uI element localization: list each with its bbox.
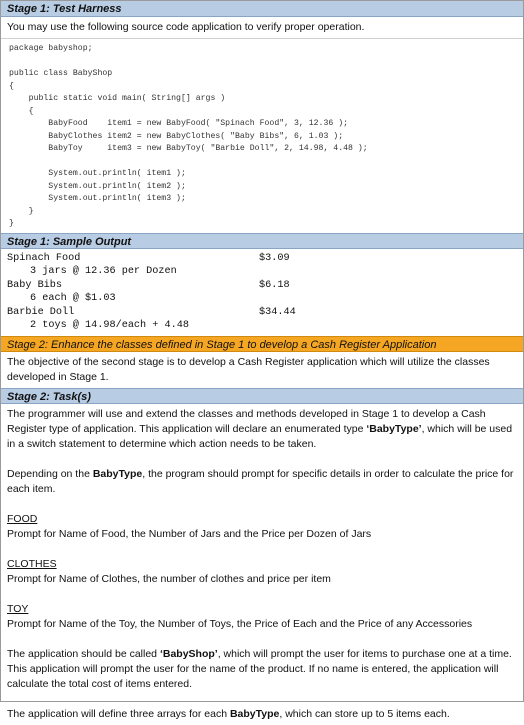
- tasks-paragraph-4: [7, 707, 517, 722]
- babytype-term: BabyType: [229, 708, 280, 721]
- output-item-name: Spinach Food: [7, 252, 81, 264]
- toy-text: Prompt for Name of the Toy, the Number of Toys, the Price of Each and the Price of any Accessories: [7, 618, 473, 631]
- output-item-name-row: [7, 252, 517, 266]
- toy-title: TOY: [7, 603, 29, 616]
- stage1-header: Stage 1: Test Harness: [1, 1, 523, 17]
- text-span: , which will prompt the user for items to purchase one at a time. This application will prompt the user for the name of the product. If no name is entered, the application will calculate the total cost of items entered.: [7, 648, 512, 691]
- output-item-amount: $3.09: [259, 252, 290, 264]
- stage1-intro: [1, 17, 523, 38]
- text-span: Depending on the: [7, 468, 93, 481]
- tasks-paragraph-2: [7, 467, 517, 497]
- source-code: package babyshop; public class BabyShop { public static void main( String[] args ) { BabyFood item1 = new BabyFood( "Spinach Food", 3, 12.36 ); BabyClothes item2 = new BabyClothes( "Baby Bibs", 6, 1.03 ); BabyToy item3 = new BabyToy( "Barbie Doll", 2, 14.98, 4.48 ); System.out.println( item1 ); System.out.println( item2 ); System.out.println( item3 ); } }: [9, 44, 368, 228]
- babyshop-term: ‘BabyShop’: [159, 648, 218, 661]
- babytype-term: ‘BabyType’: [366, 423, 422, 436]
- output-item-detail: 3 jars @ 12.36 per Dozen: [30, 266, 177, 278]
- source-code-block: [1, 38, 523, 233]
- output-item-name-row: [7, 279, 517, 293]
- tasks-paragraph-1: [7, 407, 517, 452]
- sample-output-header: Stage 1: Sample Output: [1, 233, 523, 249]
- food-text: Prompt for Name of Food, the Number of Jars and the Price per Dozen of Jars: [7, 528, 372, 541]
- stage2-tasks-body: [1, 404, 523, 725]
- stage1-intro-text: You may use the following source code application to verify proper operation.: [7, 21, 365, 33]
- output-item-amount: $34.44: [259, 306, 296, 318]
- text-span: The programmer will use and extend the classes and methods developed in Stage 1 to develop a Cash Register type of application. This application will declare an enumerated type: [7, 408, 486, 436]
- tasks-paragraph-3: [7, 647, 517, 692]
- text-span: , which will be used in a switch statement to determine which action needs to be taken.: [7, 423, 513, 451]
- output-item-name: Baby Bibs: [7, 279, 63, 291]
- output-item-amount: $6.18: [259, 279, 290, 291]
- clothes-text: Prompt for Name of Clothes, the number of clothes and price per item: [7, 573, 331, 586]
- food-title: FOOD: [7, 513, 38, 526]
- text-span: , which can store up to 5 items each.: [279, 708, 450, 721]
- stage2-tasks-header: Stage 2: Task(s): [1, 388, 523, 404]
- stage2-objective: [1, 352, 523, 388]
- output-item-name: Barbie Doll: [7, 306, 75, 318]
- stage2-objective-text: The objective of the second stage is to develop a Cash Register application which will utilize the classes developed in Stage 1.: [7, 356, 490, 384]
- clothes-title: CLOTHES: [7, 558, 57, 571]
- stage2-enhance-header: Stage 2: Enhance the classes defined in Stage 1 to develop a Cash Register Application: [1, 336, 523, 352]
- text-span: The application should be called: [7, 648, 160, 661]
- output-item-detail: 6 each @ $1.03: [30, 293, 116, 305]
- output-item-detail: 2 toys @ 14.98/each + 4.48: [30, 320, 189, 332]
- sample-output-block: [1, 249, 523, 337]
- output-item-name-row: [7, 306, 517, 320]
- babytype-term: BabyType: [92, 468, 143, 481]
- text-span: The application will define three arrays for each: [7, 708, 230, 721]
- text-span: , the program should prompt for specific details in order to calculate the price for each item.: [7, 468, 514, 496]
